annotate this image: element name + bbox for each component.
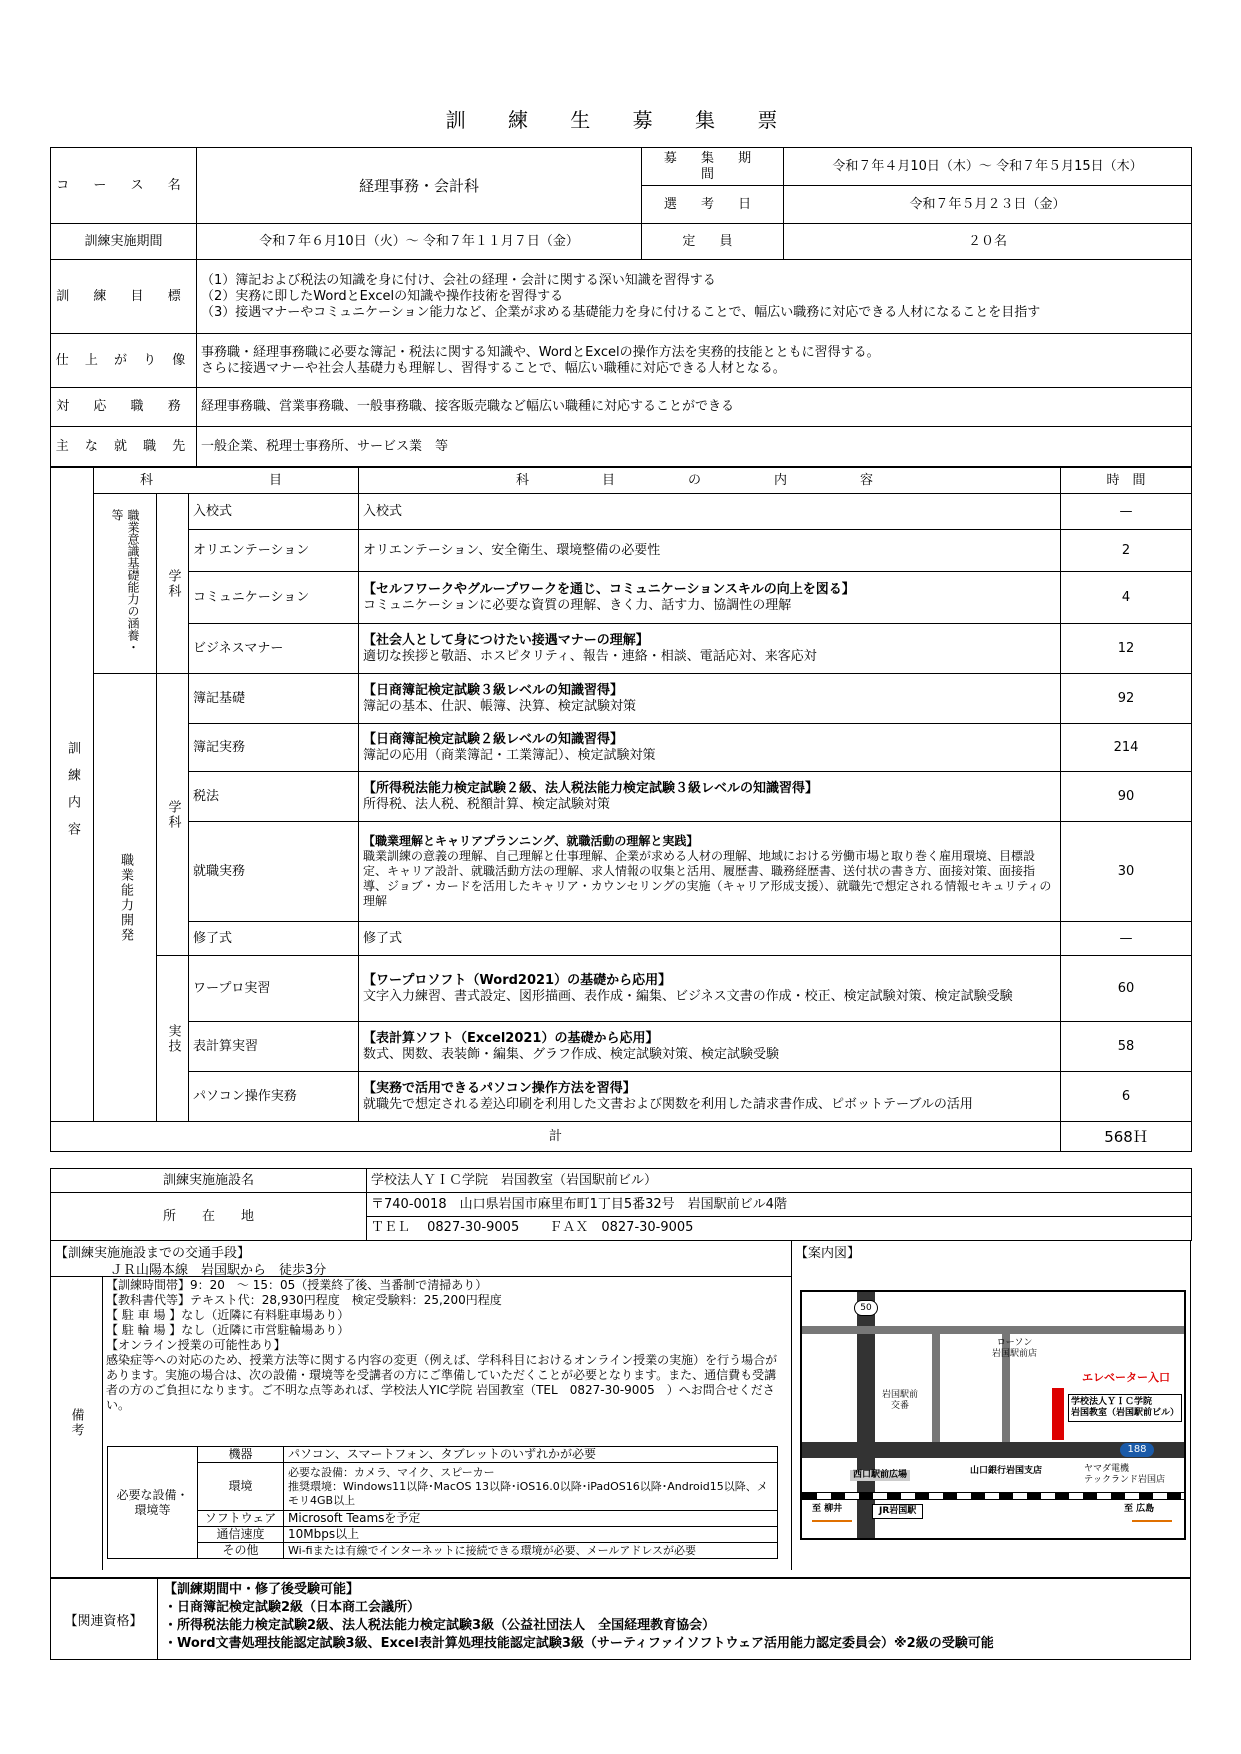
content-cell: 【日商簿記検定試験２級レベルの知識習得】 簿記の応用（商業簿記・工業簿記）、検定試験対策	[359, 724, 1061, 772]
total-label: 計	[51, 1122, 1061, 1152]
content-cell: オリエンテーション、安全衛生、環境整備の必要性	[359, 530, 1061, 572]
koban-label: 岩国駅前 交番	[882, 1390, 919, 1411]
goals-cell	[197, 260, 1192, 334]
goal-item: （1）簿記および税法の知識を身に付け、会社の経理・会計に関する深い知識を習得する	[201, 272, 716, 288]
note-line: 感染症等への対応のため、授業方法等に関する内容の変更（例えば、学科科目におけるオンライン授業の実施）を行う場合があります。実施の場合は、次の設備・環境等を受講者の方にご準備していただくことが必要となります。また、通信費も受講者の方のご負担になります。ご不明な点等あれば、学校法人YIC学院 岩国教室（TEL 0827-30-9005 ）へお問合せください。	[106, 1353, 778, 1412]
content-cell: 【ワープロソフト（Word2021）の基礎から応用】 文字入力練習、書式設定、図形描画、表作成・編集、ビジネス文書の作成・校正、検定試験対策、検定試験受験	[359, 956, 1061, 1022]
content-cell: 【実務で活用できるパソコン操作方法を習得】 就職先で想定される差込印刷を利用した文書および関数を利用した請求書作成、ピボットテーブルの活用	[359, 1072, 1061, 1122]
course-header-table	[50, 147, 1192, 467]
west-plaza-label: 西口駅前広場	[850, 1470, 910, 1481]
content-cell: 【職業理解とキャリアプランニング、就職活動の理解と実践】 職業訓練の意義の理解、自己理解と仕事理解、企業が求める人材の理解、地域における労働市場と取り巻く雇用環境、目標設定、キャリア設計、就職活動方法の理解、求人情報の収集と活用、履歴書、職務経歴書、送付状の書き方、面接対策、面接指導、ジョブ・カードを活用したキャリア・カウンセリングの実施（キャリア形成支援）、就職先で想定される情報セキュリティの理解	[359, 822, 1061, 922]
arrow-left-icon	[812, 1520, 852, 1522]
selection-label: 選 考 日	[642, 186, 784, 224]
arrow-right-icon	[1132, 1520, 1172, 1522]
map-title: 【案内図】	[795, 1246, 861, 1261]
col-subject: 科 目	[94, 468, 359, 494]
col-hours: 時 間	[1061, 468, 1192, 494]
content-cell: 【表計算ソフト（Excel2021）の基礎から応用】 数式、関数、表装飾・編集、グラフ作成、検定試験対策、検定試験受験	[359, 1022, 1061, 1072]
notes-label: 備考	[68, 1408, 84, 1438]
subject-cell: 表計算実習	[189, 1022, 359, 1072]
content-cell: 修了式	[359, 922, 1061, 956]
subject-cell: ワープロ実習	[189, 956, 359, 1022]
equip-key: 機器	[198, 1447, 284, 1463]
content-cell: 【所得税法能力検定試験２級、法人税法能力検定試験３級レベルの知識習得】 所得税、法人税、税額計算、検定試験対策	[359, 772, 1061, 822]
road	[932, 1332, 940, 1442]
station-label: JR岩国駅	[872, 1504, 923, 1519]
subject-cell: ビジネスマナー	[189, 624, 359, 674]
to-hiroshima-label: 至 広島	[1124, 1504, 1155, 1514]
employers: 一般企業、税理士事務所、サービス業 等	[197, 427, 1192, 467]
subject-cell: 簿記実務	[189, 724, 359, 772]
employers-label: 主 な 就 職 先	[51, 427, 197, 467]
railway	[802, 1492, 1186, 1500]
contact: ＴＥＬ 0827-30-9005 ＦＡＸ 0827-30-9005	[367, 1216, 1191, 1239]
address: 〒740-0018 山口県岩国市麻里布町1丁目5番32号 岩国駅前ビル4階	[371, 1197, 787, 1212]
hours-cell: 90	[1061, 772, 1192, 822]
training-period-label: 訓練実施期間	[51, 224, 197, 260]
address-cell	[367, 1193, 1192, 1241]
equip-value: 10Mbps以上	[284, 1527, 778, 1543]
qualifications-label: 【関連資格】	[50, 1578, 158, 1660]
divider	[791, 1240, 792, 1570]
note-line: 【訓練時間帯】9：20 ～ 15：05（授業終了後、当番制で清掃あり）	[106, 1278, 488, 1292]
route-50-badge: 50	[854, 1300, 878, 1316]
content-cell: 入校式	[359, 494, 1061, 530]
qualification-line: ・Word文書処理技能認定試験3級、Excel表計算処理技能認定試験3級（サーティファイソフトウェア活用能力認定委員会）※2級の受験可能	[164, 1636, 994, 1651]
content-cell: 【セルフワークやグループワークを通じ、コミュニケーションスキルの向上を図る】 コミュニケーションに必要な資質の理解、きく力、話す力、協調性の理解	[359, 572, 1061, 624]
facility-name-label: 訓練実施施設名	[51, 1169, 367, 1193]
route-188-badge: 188	[1120, 1443, 1154, 1457]
group2-label: 職業能力開発	[94, 674, 157, 1122]
subject-cell: コミュニケーション	[189, 572, 359, 624]
qualifications-list	[164, 1581, 1184, 1653]
image-line: さらに接遇マナーや社会人基礎力も理解し、習得することで、幅広い職種に対応できる人材となる。	[201, 360, 786, 376]
image-label: 仕 上 が り 像	[51, 334, 197, 388]
curriculum-table	[50, 467, 1192, 1152]
address-label: 所 在 地	[51, 1193, 367, 1241]
equipment-table	[107, 1446, 778, 1559]
goal-item: （2）実務に即したWordとExcelの知識や操作技術を習得する	[201, 288, 564, 304]
equip-value: Wi-fiまたは有線でインターネットに接続できる環境が必要、メールアドレスが必要	[284, 1543, 778, 1559]
hours-cell: —	[1061, 494, 1192, 530]
subject-cell: オリエンテーション	[189, 530, 359, 572]
subject-cell: 入校式	[189, 494, 359, 530]
training-period: 令和７年６月10日（火）～ 令和７年１１月７日（金）	[197, 224, 642, 260]
hours-cell: 58	[1061, 1022, 1192, 1072]
equip-value: Microsoft Teamsを予定	[284, 1511, 778, 1527]
hours-cell: 60	[1061, 956, 1192, 1022]
content-cell: 【日商簿記検定試験３級レベルの知識習得】 簿記の基本、仕訳、帳簿、決算、検定試験対策	[359, 674, 1061, 724]
course-label: コ ー ス 名	[51, 148, 197, 224]
subject-cell: 税法	[189, 772, 359, 822]
recruit-period: 令和７年４月10日（木）～ 令和７年５月15日（木）	[784, 148, 1192, 186]
hours-cell: 12	[1061, 624, 1192, 674]
cat-gakka-1: 学科	[157, 494, 189, 674]
access: ＪＲ山陽本線 岩国駅から 徒歩3分	[110, 1263, 327, 1278]
capacity-label: 定 員	[642, 224, 784, 260]
col-content: 科 目 の 内 容	[359, 468, 1061, 494]
curriculum-side-label: 訓練内容	[51, 468, 94, 1122]
access-map	[800, 1290, 1186, 1540]
selection-date: 令和７年５月２３日（金）	[784, 186, 1192, 224]
jobs-label: 対 応 職 務	[51, 388, 197, 427]
goal-item: （3）接遇マナーやコミュニケーション能力など、企業が求める基礎能力を身に付けることで、幅広い職務に対応できる人材になることを目指す	[201, 304, 1041, 320]
subject-cell: 簿記基礎	[189, 674, 359, 724]
notes-text	[106, 1278, 786, 1413]
goals-label: 訓 練 目 標	[51, 260, 197, 334]
equip-value: パソコン、スマートフォン、タブレットのいずれかが必要	[284, 1447, 778, 1463]
jobs: 経理事務職、営業事務職、一般事務職、接客販売職など幅広い職種に対応することができる	[197, 388, 1192, 427]
note-line: 【 駐 車 場 】なし（近隣に有料駐車場あり）	[106, 1308, 350, 1322]
total-hours: 568Ｈ	[1061, 1122, 1192, 1152]
image-line: 事務職・経理事務職に必要な簿記・税法に関する知識や、WordとExcelの操作方法を実務的技能とともに習得する。	[201, 344, 880, 360]
hours-cell: 4	[1061, 572, 1192, 624]
school-building	[1052, 1388, 1064, 1440]
course-name: 経理事務・会計科	[197, 148, 642, 224]
hours-cell: —	[1061, 922, 1192, 956]
subject-cell: パソコン操作実務	[189, 1072, 359, 1122]
qualification-line: ・日商簿記検定試験2級（日本商工会議所）	[164, 1600, 421, 1615]
equip-key: 通信速度	[198, 1527, 284, 1543]
elevator-label: エレベーター入口	[1082, 1371, 1170, 1384]
qualification-line: 【訓練期間中・修了後受験可能】	[164, 1582, 360, 1597]
recruit-label: 募 集 期 間	[642, 148, 784, 186]
road	[802, 1326, 1186, 1334]
subject-cell: 就職実務	[189, 822, 359, 922]
note-line: 【 駐 輪 場 】なし（近隣に市営駐輪場あり）	[106, 1323, 350, 1337]
equip-key: 環境	[198, 1463, 284, 1511]
equip-key: ソフトウェア	[198, 1511, 284, 1527]
yamada-label: ヤマダ電機 テックランド岩国店	[1084, 1464, 1166, 1485]
school-label: 学校法人ＹＩＣ学院 岩国教室（岩国駅前ビル）	[1068, 1394, 1182, 1422]
divider	[50, 1276, 791, 1277]
group1-label: 職業意識基礎能力の涵養・等	[94, 494, 157, 674]
hours-cell: 30	[1061, 822, 1192, 922]
image-cell	[197, 334, 1192, 388]
hours-cell: 92	[1061, 674, 1192, 724]
cat-jitsugi: 実技	[157, 956, 189, 1122]
notes-label-cell	[50, 1276, 103, 1570]
access-title: 【訓練実施施設までの交通手段】	[55, 1246, 251, 1261]
facility-name: 学校法人ＹＩＣ学院 岩国教室（岩国駅前ビル）	[367, 1169, 1192, 1193]
note-line: 【教科書代等】テキスト代：28,930円程度 検定受験料：25,200円程度	[106, 1293, 502, 1307]
content-cell: 【社会人として身につけたい接遇マナーの理解】 適切な挨拶と敬語、ホスピタリティ、報告・連絡・相談、電話応対、来客応対	[359, 624, 1061, 674]
capacity: ２０名	[784, 224, 1192, 260]
subject-cell: 修了式	[189, 922, 359, 956]
lawson-label: ローソン 岩国駅前店	[992, 1338, 1038, 1359]
facility-table	[50, 1168, 1192, 1241]
hours-cell: 214	[1061, 724, 1192, 772]
page-title: 訓 練 生 募 集 票	[445, 108, 796, 132]
cat-gakka-2: 学科	[157, 674, 189, 956]
equip-label: 必要な設備・環境等	[108, 1447, 198, 1559]
equip-key: その他	[198, 1543, 284, 1559]
hours-cell: 2	[1061, 530, 1192, 572]
hours-cell: 6	[1061, 1072, 1192, 1122]
equip-value: 必要な設備：カメラ、マイク、スピーカー 推奨環境：Windows11以降･MacOS 13以降･iOS16.0以降･iPadOS16以降･Android15以降、メモリ4GB以上	[284, 1463, 778, 1511]
note-line: 【オンライン授業の可能性あり】	[106, 1338, 286, 1352]
to-yanai-label: 至 柳井	[812, 1504, 843, 1514]
qualification-line: ・所得税法能力検定試験2級、法人税法能力検定試験3級（公益社団法人 全国経理教育協会）	[164, 1618, 716, 1633]
bank-label: 山口銀行岩国支店	[970, 1466, 1043, 1476]
